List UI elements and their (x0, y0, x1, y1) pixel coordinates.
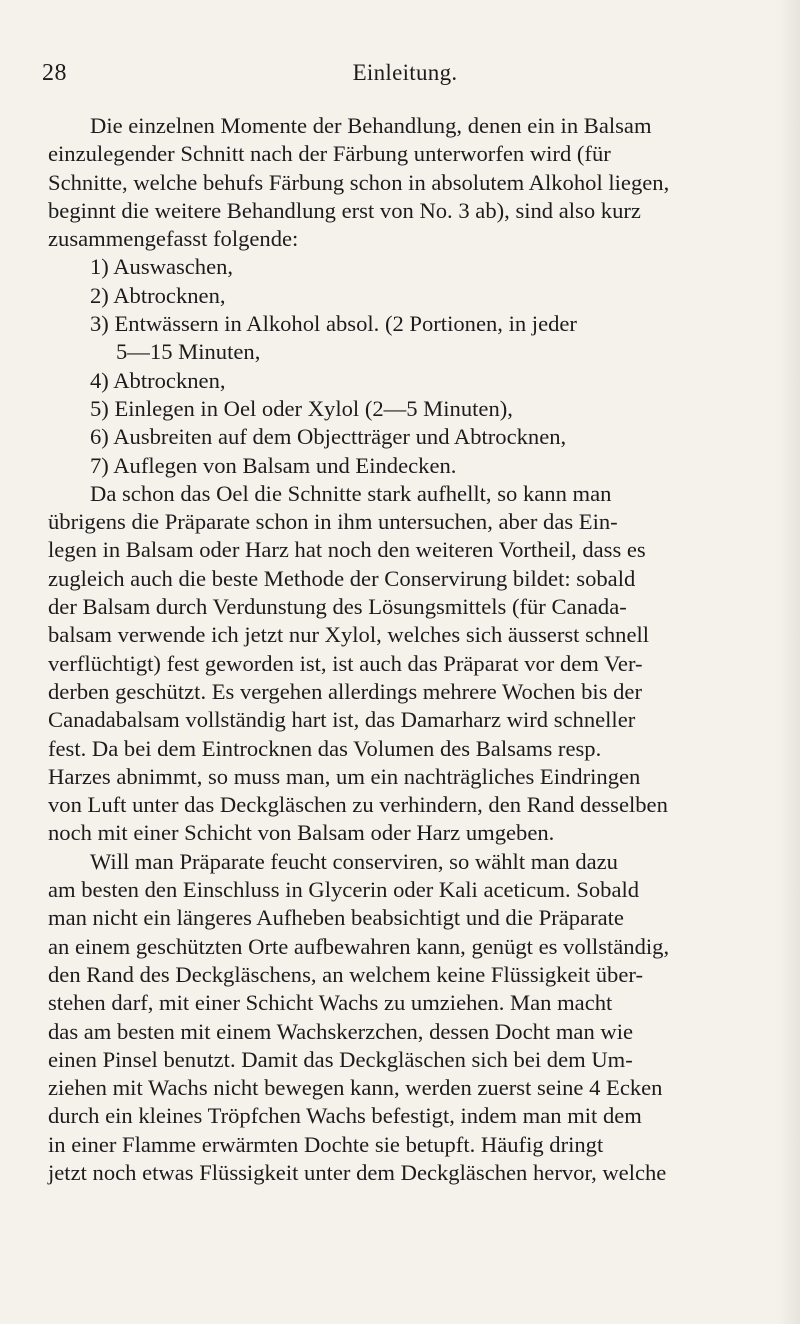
list-item-continuation: 5—15 Minuten, (116, 339, 261, 365)
text-line: stehen darf, mit einer Schicht Wachs zu umziehen. Man macht (48, 990, 613, 1016)
text-line: verflüchtigt) fest geworden ist, ist auch das Präparat vor dem Ver- (48, 650, 643, 676)
text-line: der Balsam durch Verdunstung des Lösungsmittels (für Canada- (48, 594, 627, 620)
list-item: 3) Entwässern in Alkohol absol. (2 Portionen, in jeder (90, 311, 577, 337)
list-item: 6) Ausbreiten auf dem Objectträger und Abtrocknen, (90, 424, 567, 450)
text-line: fest. Da bei dem Eintrocknen das Volumen des Balsams resp. (48, 735, 602, 761)
list-item: 1) Auswaschen, (90, 254, 234, 280)
text-line: einzulegender Schnitt nach der Färbung unterworfen wird (für (48, 141, 611, 167)
text-line: zusammengefasst folgende: (48, 226, 299, 252)
text-line: balsam verwende ich jetzt nur Xylol, welches sich äusserst schnell (48, 622, 650, 648)
text-line: das am besten mit einem Wachskerzchen, dessen Docht man wie (48, 1018, 634, 1044)
page-header (40, 60, 770, 94)
text-line: ziehen mit Wachs nicht bewegen kann, werden zuerst seine 4 Ecken (48, 1075, 663, 1101)
text-line: beginnt die weitere Behandlung erst von No. 3 ab), sind also kurz (48, 197, 641, 223)
text-line: zugleich auch die beste Methode der Conservirung bildet: sobald (48, 565, 636, 591)
running-title: Einleitung. (352, 60, 458, 85)
list-item: 7) Auflegen von Balsam und Eindecken. (90, 452, 457, 478)
text-line: legen in Balsam oder Harz hat noch den weiteren Vortheil, dass es (48, 537, 646, 563)
text-line: Da schon das Oel die Schnitte stark aufhellt, so kann man (90, 480, 612, 506)
text-line: am besten den Einschluss in Glycerin oder Kali aceticum. Sobald (48, 877, 640, 903)
text-line: den Rand des Deckgläschens, an welchem keine Flüssigkeit über- (48, 961, 643, 987)
text-line: Will man Präparate feucht conserviren, so wählt man dazu (90, 848, 618, 874)
text-line: man nicht ein längeres Aufheben beabsichtigt und die Präparate (48, 905, 624, 931)
text-line: Schnitte, welche behufs Färbung schon in absolutem Alkohol liegen, (48, 169, 670, 195)
text-line: jetzt noch etwas Flüssigkeit unter dem Deckgläschen hervor, welche (48, 1159, 667, 1185)
text-line: in einer Flamme erwärmten Dochte sie betupft. Häufig dringt (48, 1131, 604, 1157)
text-line: Canadabalsam vollständig hart ist, das Damarharz wird schneller (48, 707, 636, 733)
list-item: 2) Abtrocknen, (90, 282, 226, 308)
text-line: einen Pinsel benutzt. Damit das Deckgläschen sich bei dem Um- (48, 1046, 633, 1072)
text-line: Die einzelnen Momente der Behandlung, denen ein in Balsam (90, 113, 652, 138)
text-line: an einem geschützten Orte aufbewahren kann, genügt es vollständig, (48, 933, 670, 959)
text-line: Harzes abnimmt, so muss man, um ein nachträgliches Eindringen (48, 763, 641, 789)
text-line: von Luft unter das Deckgläschen zu verhindern, den Rand desselben (48, 792, 668, 818)
body-text (48, 112, 786, 1187)
list-item: 5) Einlegen in Oel oder Xylol (2—5 Minuten), (90, 395, 513, 421)
text-line: noch mit einer Schicht von Balsam oder Harz umgeben. (48, 820, 555, 846)
text-line: durch ein kleines Tröpfchen Wachs befestigt, indem man mit dem (48, 1103, 642, 1129)
page-number: 28 (42, 60, 67, 86)
text-line: übrigens die Präparate schon in ihm untersuchen, aber das Ein- (48, 509, 618, 535)
text-line: derben geschützt. Es vergehen allerdings mehrere Wochen bis der (48, 678, 642, 704)
list-item: 4) Abtrocknen, (90, 367, 226, 393)
